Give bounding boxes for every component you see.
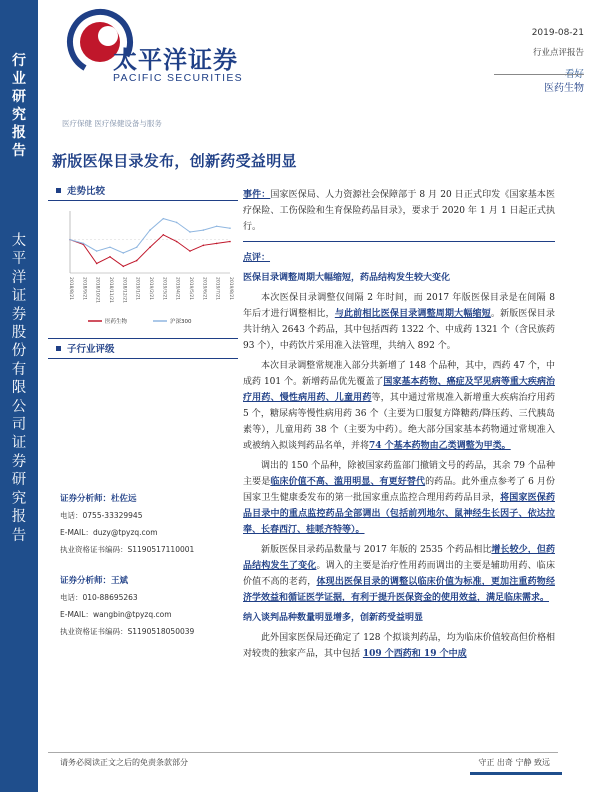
analyst-role: 证券分析师： bbox=[60, 494, 112, 504]
data-point bbox=[216, 225, 218, 227]
sidebar-char: 证 bbox=[11, 435, 27, 452]
text-run: 。调入的主要是治疗性用药而调出的主要是辅助用药、临床价值不高的老药， bbox=[243, 561, 555, 587]
section-divider bbox=[243, 241, 555, 242]
analyst-cert: S1190517110001 bbox=[127, 545, 195, 554]
phone-label: 电话： bbox=[60, 511, 83, 520]
breadcrumb: 医疗保健 医疗保健设备与服务 bbox=[62, 119, 162, 128]
emphasis-run: 109 个西药和 19 个中成 bbox=[362, 649, 467, 659]
sidebar-report-category bbox=[0, 52, 38, 160]
data-point bbox=[189, 231, 191, 233]
subheading: 医保目录调整周期大幅缩短，药品结构发生较大变化 bbox=[243, 273, 451, 283]
x-tick-label: 2018/8/21 bbox=[68, 277, 73, 301]
footer-divider bbox=[48, 752, 558, 753]
square-bullet-icon bbox=[56, 346, 61, 351]
sidebar-char: 司 bbox=[11, 417, 27, 434]
rating-section-title: 子行业评级 bbox=[67, 344, 115, 355]
x-tick-label: 2019/2/21 bbox=[148, 277, 153, 301]
analyst-card bbox=[60, 574, 194, 637]
data-point bbox=[83, 243, 85, 245]
sidebar-char: 业 bbox=[12, 71, 26, 87]
text-run: 此外国家医保局还确定了 128 个拟谈判药品，均为临床价值较高但价格相对较贵的独家产品，其中包括 bbox=[243, 633, 555, 659]
report-date: 2019-08-21 bbox=[531, 28, 584, 38]
text-run: 。新版医保目录共计纳入 2643 个药品，其中包括西药 1322 个、中成药 1321 个（含民族药 93 个），中药饮片采用准入法管理，共纳入 892 个。 bbox=[243, 309, 555, 351]
sidebar-char: 研 bbox=[11, 472, 27, 489]
subheading: 纳入谈判品种数量明显增多，创新药受益明显 bbox=[243, 613, 424, 623]
square-bullet-icon bbox=[56, 188, 61, 193]
data-point bbox=[176, 241, 178, 243]
body-paragraph bbox=[243, 458, 555, 538]
text-run: 的药品。此外重点参考了 6 月份国家卫生健康委发布的第一批国家重点监控合理用药药品目录， bbox=[243, 477, 555, 503]
emphasis-run: 体现出医保目录的调整以临床价值为标准，更加注重药物经济学效益和循证医学证据，有利于提升医保资金的使用效益，满足临床需求。 bbox=[243, 577, 555, 603]
data-point bbox=[109, 246, 111, 248]
sidebar-char: 究 bbox=[11, 490, 27, 507]
report-body bbox=[243, 187, 555, 666]
sidebar-char: 券 bbox=[11, 306, 27, 323]
sidebar-char: 告 bbox=[12, 143, 26, 159]
data-point bbox=[96, 263, 98, 265]
phone-label: 电话： bbox=[60, 593, 83, 602]
data-point bbox=[109, 256, 111, 258]
sidebar-char: 报 bbox=[11, 509, 27, 526]
sidebar-char: 研 bbox=[12, 89, 26, 105]
data-point bbox=[123, 266, 125, 268]
legend-label: 沪深300 bbox=[170, 319, 192, 325]
x-tick-label: 2019/8/21 bbox=[228, 277, 233, 301]
x-tick-label: 2018/11/21 bbox=[108, 277, 113, 303]
report-type: 行业点评报告 bbox=[532, 48, 584, 58]
report-meta bbox=[532, 28, 584, 80]
data-point bbox=[203, 229, 205, 231]
section-divider bbox=[48, 338, 238, 339]
sidebar-char: 平 bbox=[11, 251, 27, 268]
data-point bbox=[163, 234, 165, 236]
industry-name: 医药生物 bbox=[544, 83, 584, 94]
data-point bbox=[163, 218, 165, 220]
cert-label: 执业资格证书编码： bbox=[60, 545, 128, 554]
footer-accent-bar bbox=[470, 772, 562, 775]
section-divider bbox=[48, 200, 238, 201]
x-tick-label: 2019/6/21 bbox=[201, 277, 207, 301]
x-tick-label: 2018/9/21 bbox=[81, 277, 87, 301]
section-divider bbox=[48, 358, 238, 359]
data-point bbox=[229, 241, 231, 243]
sidebar-char: 股 bbox=[11, 325, 27, 342]
sidebar-char: 限 bbox=[11, 380, 27, 397]
sidebar-char: 有 bbox=[11, 361, 27, 378]
footer-motto: 守正 出奇 宁静 致远 bbox=[478, 758, 550, 767]
data-point bbox=[189, 250, 191, 252]
event-paragraph bbox=[243, 187, 555, 235]
x-tick-label: 2019/5/21 bbox=[188, 277, 193, 301]
analyst-name: 杜佐远 bbox=[111, 494, 137, 504]
body-paragraph bbox=[243, 630, 555, 662]
data-point bbox=[149, 229, 151, 231]
email-label: E-MAIL： bbox=[60, 610, 93, 619]
emphasis-run: 临床价值不高、滥用明显、有更好替代 bbox=[270, 477, 426, 487]
trend-section bbox=[48, 183, 238, 201]
comment-label: 点评： bbox=[243, 253, 271, 263]
data-point bbox=[229, 227, 231, 229]
analyst-card bbox=[60, 492, 194, 555]
x-tick-label: 2019/7/21 bbox=[214, 277, 220, 301]
x-tick-label: 2019/1/21 bbox=[134, 277, 140, 301]
email-label: E-MAIL： bbox=[60, 528, 93, 537]
text-run: 本次医保目录调整仅间隔 2 年时间，而 2017 年版医保目录是在间隔 8 年后才进行调整相比， bbox=[243, 293, 555, 319]
sidebar-char: 行 bbox=[12, 53, 26, 69]
analyst-email[interactable]: wangbin@tpyzq.com bbox=[92, 610, 172, 619]
data-point bbox=[69, 239, 71, 241]
analyst-phone: 0755-33329945 bbox=[82, 511, 143, 520]
cert-label: 执业资格证书编码： bbox=[60, 627, 128, 636]
analyst-phone: 010-88695263 bbox=[82, 593, 138, 602]
footer-disclaimer: 请务必阅读正文之后的免责条款部分 bbox=[60, 758, 188, 767]
sidebar-char: 究 bbox=[12, 107, 26, 123]
header-divider bbox=[494, 74, 584, 75]
text-run: 本次目录调整常规准入部分共新增了 148 个品种，其中，西药 47 个，中成药 101 个。新增药品优先覆盖了 bbox=[243, 361, 555, 387]
data-point bbox=[176, 222, 178, 224]
brand-name-en: PACIFIC SECURITIES bbox=[113, 72, 243, 84]
legend-label: 医药生物 bbox=[105, 319, 128, 325]
data-point bbox=[149, 246, 151, 248]
emphasis-run: 74 个基本药物由乙类调整为甲类。 bbox=[369, 441, 511, 451]
sidebar-char: 证 bbox=[11, 288, 27, 305]
data-point bbox=[136, 246, 138, 248]
brand-name-cn: 太平洋证券 bbox=[113, 46, 238, 74]
x-tick-label: 2019/4/21 bbox=[174, 277, 180, 301]
sidebar-char: 公 bbox=[11, 398, 27, 415]
data-point bbox=[203, 245, 205, 247]
body-paragraph bbox=[243, 290, 555, 354]
x-tick-label: 2019/3/21 bbox=[161, 277, 167, 301]
x-tick-label: 2018/10/21 bbox=[94, 277, 100, 303]
body-paragraph bbox=[243, 542, 555, 606]
event-label: 事件： bbox=[243, 190, 271, 200]
analyst-name: 王斌 bbox=[111, 576, 129, 586]
sidebar-char: 太 bbox=[11, 233, 27, 249]
analyst-role: 证券分析师： bbox=[60, 576, 112, 586]
sidebar-char: 券 bbox=[11, 453, 27, 470]
data-point bbox=[136, 260, 138, 262]
sidebar-char: 洋 bbox=[11, 269, 27, 286]
data-point bbox=[123, 252, 125, 254]
report-title: 新版医保目录发布，创新药受益明显 bbox=[52, 152, 297, 170]
text-run: 等，其中通过常规准入新增重大疾病治疗用药 5 个，糖尿病等慢性病用药 36 个（主要为口服复方降糖药/降压药、三代胰岛素等），儿童用药 38 个（主要为中药）。绝大部分国家基本药物通过常规准入或被纳入拟谈判药品名单，并将 bbox=[243, 393, 555, 451]
trend-chart bbox=[48, 203, 238, 333]
sidebar-char: 告 bbox=[11, 527, 27, 544]
sidebar-company-label bbox=[0, 232, 38, 545]
emphasis-run: 国家基本药物、癌症及罕见病等重大疾病治疗用药、慢性病用药、儿童用药 bbox=[243, 377, 555, 403]
text-run: 新版医保目录药品数量与 2017 年版的 2535 个药品相比 bbox=[261, 545, 492, 555]
data-point bbox=[216, 243, 218, 245]
x-tick-label: 2018/12/21 bbox=[121, 277, 127, 303]
sidebar-char: 报 bbox=[12, 125, 26, 141]
analyst-cert: S1190518050039 bbox=[127, 627, 195, 636]
emphasis-run: 增长较少，但药品结构发生了变化 bbox=[243, 545, 555, 571]
analyst-email[interactable]: duzy@tpyzq.com bbox=[92, 528, 158, 537]
emphasis-run: 与此前相比医保目录调整周期大幅缩短 bbox=[334, 309, 491, 319]
rating-section bbox=[48, 335, 238, 359]
text-run: 调出的 150 个品种，除被国家药监部门撤销文号的药品，其余 79 个品种主要是 bbox=[243, 461, 555, 487]
body-paragraph bbox=[243, 358, 555, 454]
industry-rating bbox=[532, 66, 584, 80]
data-point bbox=[96, 250, 98, 252]
trend-section-title: 走势比较 bbox=[67, 186, 106, 197]
event-text: 国家医保局、人力资源社会保障部于 8 月 20 日正式印发《国家基本医疗保险、工伤保险和生育保险药品目录》，要求于 2020 年 1 月 1 日起正式执行。 bbox=[243, 190, 555, 232]
emphasis-run: 将国家医保药品目录中的重点监控药品全部调出（包括前列地尔、鼠神经生长因子、依达拉奉、长春西汀、桂哌齐特等）。 bbox=[243, 493, 555, 535]
sidebar-char: 份 bbox=[11, 343, 27, 360]
